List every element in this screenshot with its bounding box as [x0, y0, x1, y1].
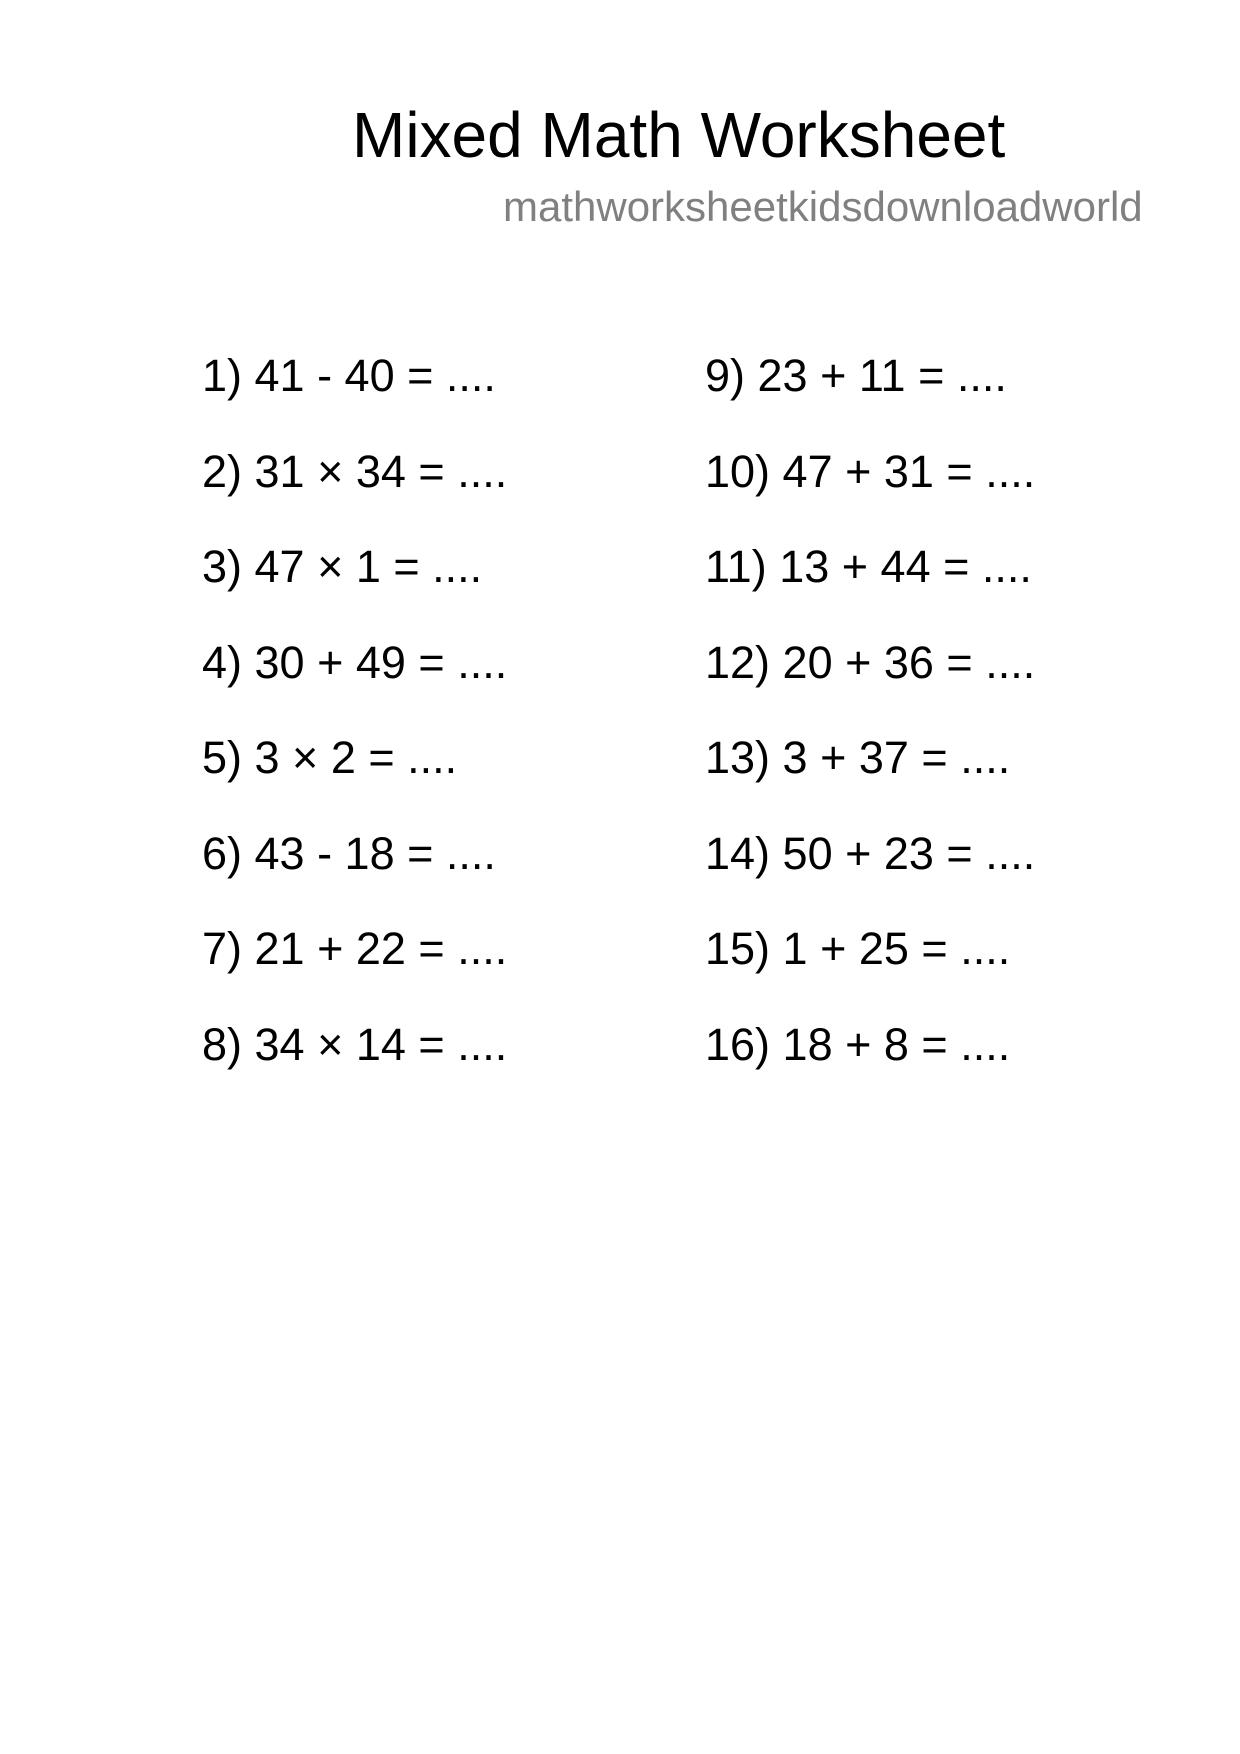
problems-left-column — [202, 350, 507, 1114]
problem-10: 10) 47 + 31 = .... — [705, 445, 1036, 497]
problem-14: 14) 50 + 23 = .... — [705, 827, 1036, 879]
problem-1: 1) 41 - 40 = .... — [202, 350, 496, 401]
problem-13: 13) 3 + 37 = .... — [705, 732, 1011, 783]
problem-2: 2) 31 × 34 = .... — [202, 445, 508, 497]
problem-16: 16) 18 + 8 = .... — [705, 1018, 1011, 1070]
problem-4: 4) 30 + 49 = .... — [202, 636, 508, 688]
problem-12: 12) 20 + 36 = .... — [705, 636, 1036, 688]
problem-6: 6) 43 - 18 = .... — [202, 827, 496, 879]
problem-9: 9) 23 + 11 = .... — [705, 350, 1007, 401]
worksheet-subtitle: mathworksheetkidsdownloadworld — [503, 183, 1143, 230]
problem-3: 3) 47 × 1 = .... — [202, 541, 483, 592]
worksheet-title: Mixed Math Worksheet — [352, 99, 1006, 171]
problem-15: 15) 1 + 25 = .... — [705, 923, 1011, 974]
problem-7: 7) 21 + 22 = .... — [202, 923, 508, 974]
problem-5: 5) 3 × 2 = .... — [202, 732, 458, 783]
problems-right-column — [705, 350, 1035, 1114]
problem-8: 8) 34 × 14 = .... — [202, 1018, 508, 1070]
problem-11: 11) 13 + 44 = .... — [705, 541, 1032, 592]
